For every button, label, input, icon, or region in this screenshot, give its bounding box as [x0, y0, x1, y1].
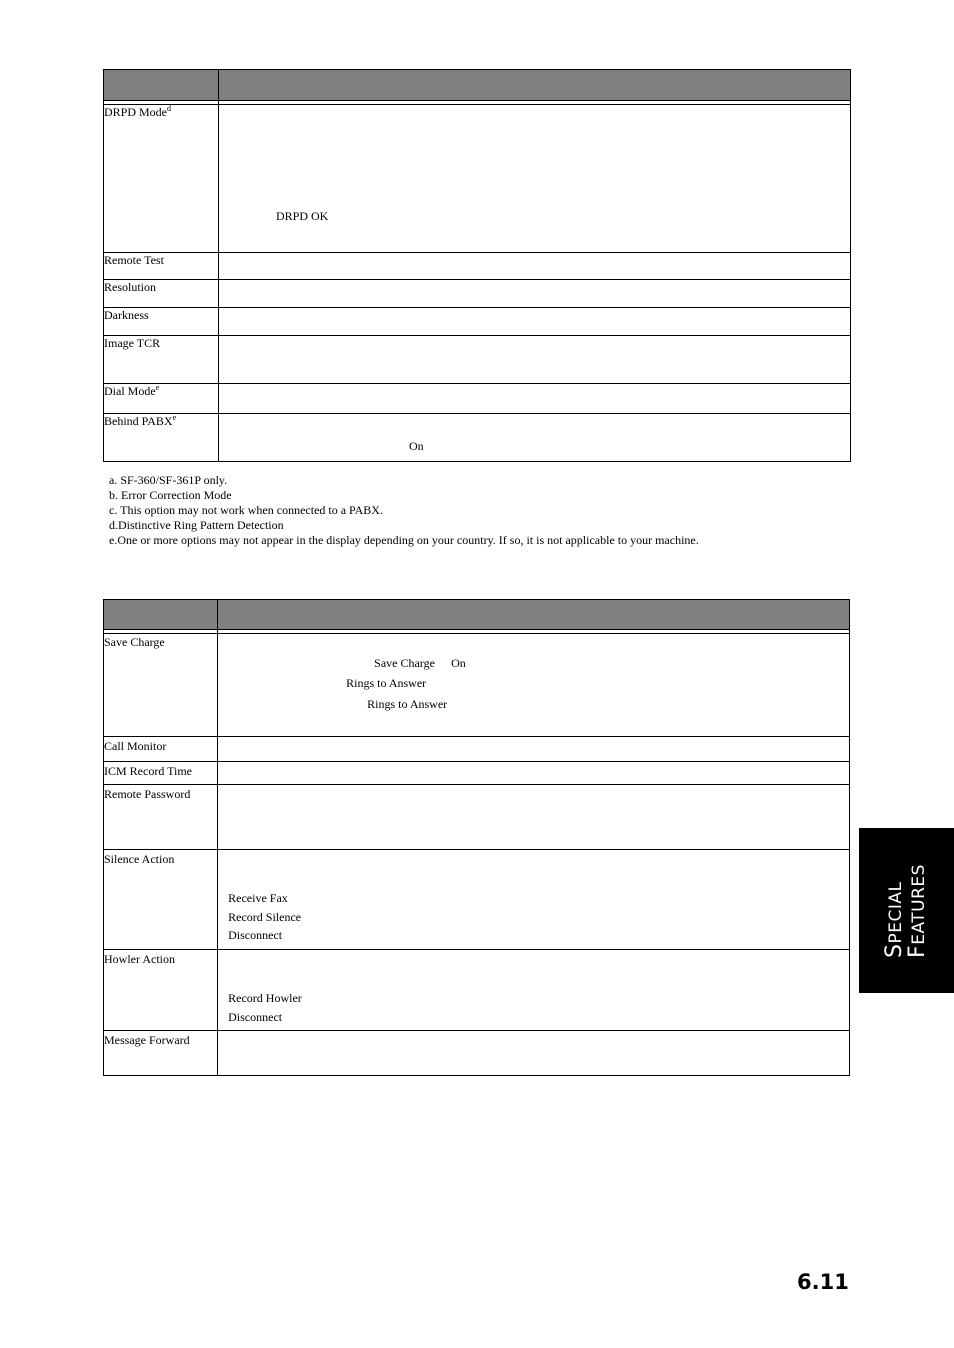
page-number: 6.11	[797, 1270, 849, 1294]
table-row	[104, 1031, 850, 1076]
option-name-dial-mode: Dial Mode	[104, 384, 156, 398]
footnote-ref: e	[155, 383, 160, 392]
table-row	[104, 336, 851, 384]
option-name-drpd-mode: DRPD Mode	[104, 105, 168, 119]
desc-fragment: Record Howler	[228, 991, 302, 1005]
table-row	[104, 762, 850, 785]
table1-header-option	[104, 70, 219, 101]
footnote-b: b. Error Correction Mode	[109, 488, 232, 502]
table-row	[104, 634, 850, 737]
table1-header-description	[219, 70, 851, 101]
option-name-remote-password: Remote Password	[104, 785, 218, 850]
table2-header-description	[218, 600, 850, 630]
footnote-ref: e	[172, 413, 177, 422]
table-row	[104, 850, 850, 950]
desc-fragment: Rings to Answer	[367, 697, 448, 711]
table-row	[104, 414, 851, 462]
option-name-icm-record-time: ICM Record Time	[104, 762, 218, 785]
table-row	[104, 737, 850, 762]
footnote-e: e.One or more options may not appear in the display depending on your country. If so, it is not applicable to your machine.	[109, 533, 699, 547]
desc-fragment: Disconnect	[228, 1010, 283, 1024]
table-row	[104, 384, 851, 414]
table2-header-option	[104, 600, 218, 630]
table-row	[104, 280, 851, 308]
option-name-call-monitor: Call Monitor	[104, 737, 218, 762]
footnote-d: d.Distinctive Ring Pattern Detection	[109, 518, 284, 532]
footnotes	[109, 473, 699, 548]
desc-fragment: Rings to Answer	[346, 676, 427, 690]
table-row	[104, 950, 850, 1031]
table-row	[104, 308, 851, 336]
table-row	[104, 785, 850, 850]
desc-fragment: On	[451, 656, 466, 670]
footnote-a: a. SF-360/SF-361P only.	[109, 473, 228, 487]
desc-fragment: Disconnect	[228, 928, 283, 942]
option-name-save-charge: Save Charge	[104, 634, 218, 737]
option-name-remote-test: Remote Test	[104, 253, 219, 280]
section-tab	[859, 828, 954, 993]
footnote-ref: d	[167, 104, 172, 113]
options-table-2	[103, 599, 850, 1076]
desc-fragment: Record Silence	[228, 910, 302, 924]
table-row	[104, 253, 851, 280]
option-name-resolution: Resolution	[104, 280, 219, 308]
option-name-image-tcr: Image TCR	[104, 336, 219, 384]
section-tab-label: SPECIAL FEATURES	[881, 863, 930, 958]
options-table-1	[103, 69, 851, 462]
option-name-message-forward: Message Forward	[104, 1031, 218, 1076]
desc-fragment: Save Charge	[374, 656, 435, 670]
option-name-silence-action: Silence Action	[104, 850, 218, 950]
desc-fragment: On	[409, 439, 424, 453]
option-name-howler-action: Howler Action	[104, 950, 218, 1031]
table-row	[104, 105, 851, 253]
desc-fragment: DRPD OK	[276, 209, 329, 223]
footnote-c: c. This option may not work when connected to a PABX.	[109, 503, 383, 517]
desc-fragment: Receive Fax	[228, 891, 288, 905]
option-name-behind-pabx: Behind PABX	[104, 414, 173, 428]
option-name-darkness: Darkness	[104, 308, 219, 336]
